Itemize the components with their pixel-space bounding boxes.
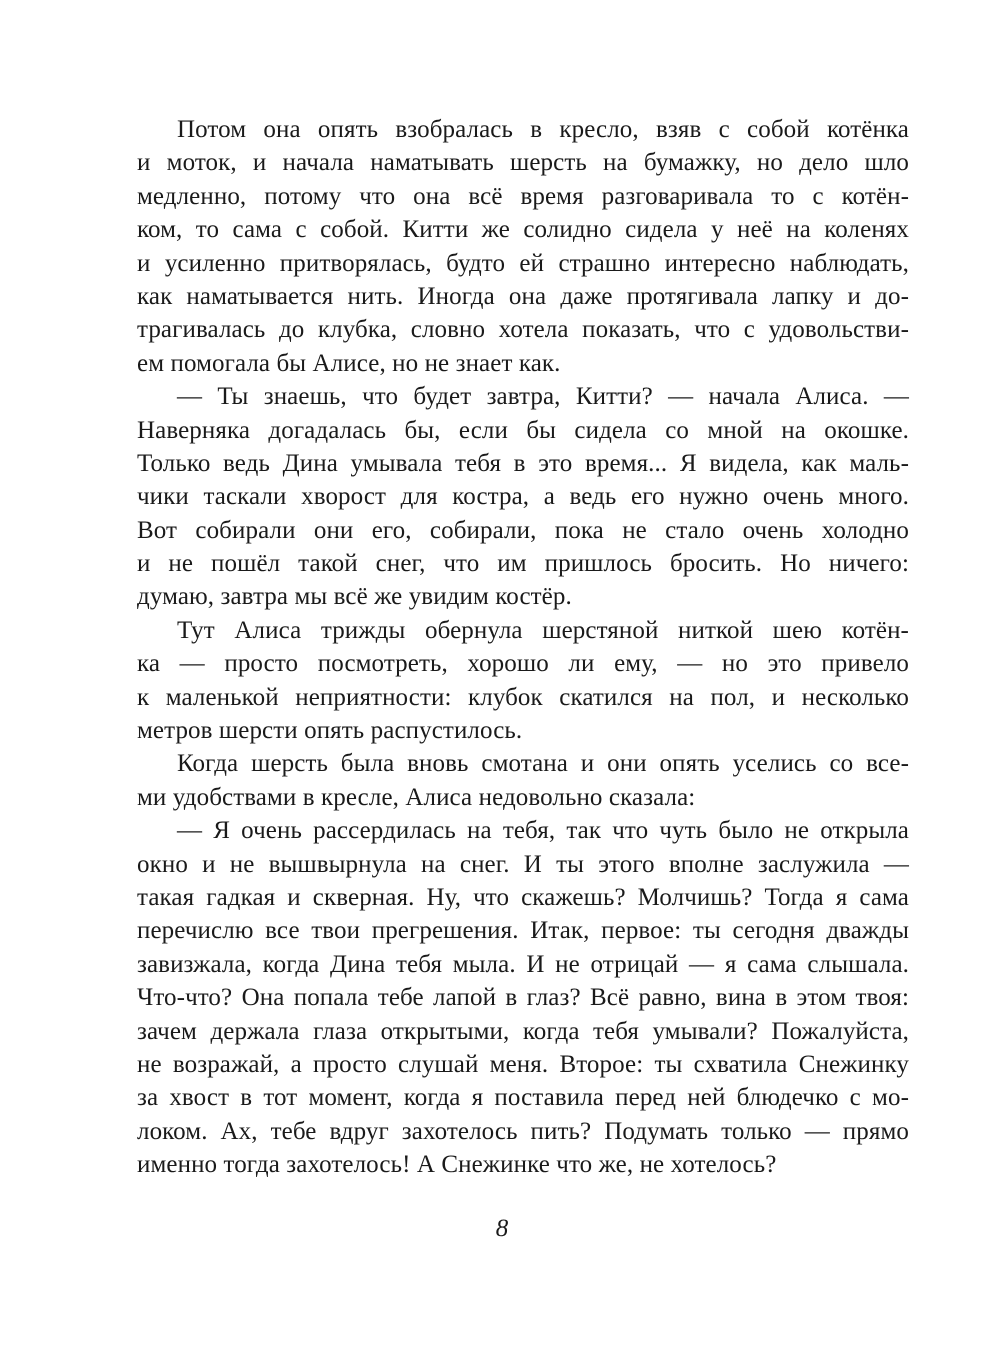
text-line: и моток, и начала наматывать шерсть на бумажку, но дело шло (137, 149, 909, 177)
text-line: чики таскали хворост для костра, а ведь его нужно очень много. (137, 483, 909, 511)
text-line: зачем держала глаза открытыми, когда тебя умывали? Пожалуйста, (137, 1017, 909, 1045)
text-line: ка — просто посмотреть, хорошо ли ему, — но это привело (137, 650, 909, 678)
text-line: ем помогала бы Алисе, но не знает как. (137, 349, 561, 377)
text-line: ми удобствами в кресле, Алиса недовольно сказала: (137, 783, 696, 811)
text-line: ком, то сама с собой. Китти же солидно сидела у неё на коленях (137, 216, 909, 244)
text-line: — Я очень рассердилась на тебя, так что чуть было не открыла (177, 817, 909, 845)
text-line: перечислю все твои прегрешения. Итак, первое: ты сегодня дважды (137, 917, 909, 945)
text-line: Только ведь Дина умывала тебя в это время... Я видела, как маль- (137, 449, 909, 477)
text-line: именно тогда захотелось! А Снежинке что же, не хотелось? (137, 1151, 777, 1179)
text-line: Тут Алиса трижды обернула шерстяной ниткой шею котён- (177, 616, 909, 644)
page-number: 8 (495, 1215, 509, 1242)
text-line: — Ты знаешь, что будет завтра, Китти? — начала Алиса. — (177, 383, 909, 411)
text-line: трагивалась до клубка, словно хотела показать, что с удовольстви- (137, 316, 909, 344)
text-line: Когда шерсть была вновь смотана и они опять уселись со все- (177, 750, 909, 778)
text-line: думаю, завтра мы всё же увидим костёр. (137, 583, 572, 611)
text-line: не возражай, а просто слушай меня. Второе: ты схватила Снежинку (137, 1050, 909, 1078)
text-line: Вот собирали они его, собирали, пока не стало очень холодно (137, 516, 909, 544)
text-line: локом. Ах, тебе вдруг захотелось пить? Подумать только — прямо (137, 1117, 909, 1145)
text-line: метров шерсти опять распустилось. (137, 717, 523, 745)
text-line: Наверняка догадалась бы, если бы сидела со мной на окошке. (137, 416, 909, 444)
text-line: за хвост в тот момент, когда я поставила перед ней блюдечко с мо- (137, 1084, 909, 1112)
text-line: завизжала, когда Дина тебя мыла. И не отрицай — я сама слышала. (137, 950, 909, 978)
text-line: и не пошёл такой снег, что им пришлось бросить. Но ничего: (137, 550, 909, 578)
text-line: Что-что? Она попала тебе лапой в глаз? Всё равно, вина в этом твоя: (137, 984, 909, 1012)
body-text (137, 113, 909, 1182)
text-line: к маленькой неприятности: клубок скатился на пол, и несколько (137, 683, 909, 711)
text-line: медленно, потому что она всё время разговаривала то с котён- (137, 182, 909, 210)
text-line: как наматывается нить. Иногда она даже протягивала лапку и до- (137, 282, 909, 310)
text-line: Потом она опять взобралась в кресло, взяв с собой котёнка (177, 116, 909, 143)
text-line: такая гадкая и скверная. Ну, что скажешь? Молчишь? Тогда я сама (137, 883, 909, 911)
text-line: окно и не вышвырнула на снег. И ты этого вполне заслужила — (137, 850, 909, 878)
text-line: и усиленно притворялась, будто ей страшно интересно наблюдать, (137, 249, 909, 277)
